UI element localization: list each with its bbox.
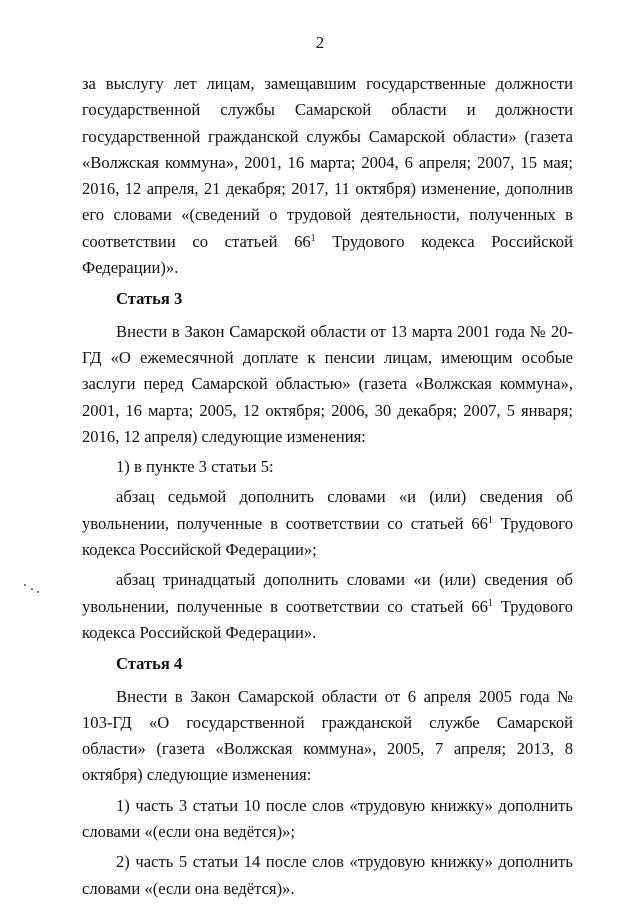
article-3-heading: Статья 3 xyxy=(116,289,183,309)
article-4-heading: Статья 4 xyxy=(116,654,183,674)
article-3-paragraph-4-end: Трудового кодекса Российской Федерации». xyxy=(82,596,573,642)
page-number: 2 xyxy=(315,33,325,52)
superscript-marker: 1 xyxy=(310,232,316,244)
scan-speck xyxy=(24,584,26,586)
scan-speck xyxy=(31,588,33,590)
article-4-paragraph-2: 1) часть 3 статьи 10 после слов «трудовую книжку» дополнить словами «(если она ведётся)»; xyxy=(82,795,573,842)
paragraph-intro-text: за выслугу лет лицам, замещавшим государственные должности государственной службы Самарской области и должности государственной гражданской службы Самарской области» (газета «Волжская коммуна», 2001, 16 марта; 2004, 6 апреля; 2007, 15 мая; 2016, 12 апреля, 21 декабря; 2017, 11 октября) изменение, дополнив его словами «(сведений о трудовой деятельности, полученных в соответствии со статьей 66 xyxy=(82,74,573,251)
article-3-paragraph-4 xyxy=(82,567,573,646)
superscript-marker: 1 xyxy=(487,514,493,526)
superscript-marker: 1 xyxy=(487,597,493,609)
article-3-paragraph-2: 1) в пункте 3 статьи 5: xyxy=(116,457,274,477)
scan-speck xyxy=(37,591,39,593)
article-3-paragraph-4-text: абзац тринадцатый дополнить словами «и (или) сведения об увольнении, полученные в соответствии со статьей 66 xyxy=(82,570,573,616)
article-3-paragraph-3 xyxy=(82,484,573,563)
document-body xyxy=(82,71,573,906)
article-3-paragraph-3-text: абзац седьмой дополнить словами «и (или) сведения об увольнении, полученные в соответствии со статьей 66 xyxy=(82,487,573,533)
article-3-paragraph-3-end: Трудового кодекса Российской Федерации»; xyxy=(82,513,573,560)
paragraph-intro xyxy=(82,71,573,281)
paragraph-intro-end: Трудового кодекса Российской Федерации)». xyxy=(82,231,573,278)
article-3-paragraph-1: Внести в Закон Самарской области от 13 марта 2001 года № 20-ГД «О ежемесячной доплате к пенсии лицам, имеющим особые заслуги перед Самарской областью» (газета «Волжская коммуна», 2001, 16 марта; 2005, 12 октября; 2006, 30 декабря; 2007, 5 января; 2016, 12 апреля) следующие изменения: xyxy=(82,321,573,446)
article-4-paragraph-1: Внести в Закон Самарской области от 6 апреля 2005 года № 103-ГД «О государственной гражданской службе Самарской области» (газета «Волжская коммуна», 2005, 7 апреля; 2013, 8 октября) следующие изменения: xyxy=(82,686,573,785)
article-4-paragraph-3: 2) часть 5 статьи 14 после слов «трудовую книжку» дополнить словами «(если она ведётся)». xyxy=(82,852,573,898)
